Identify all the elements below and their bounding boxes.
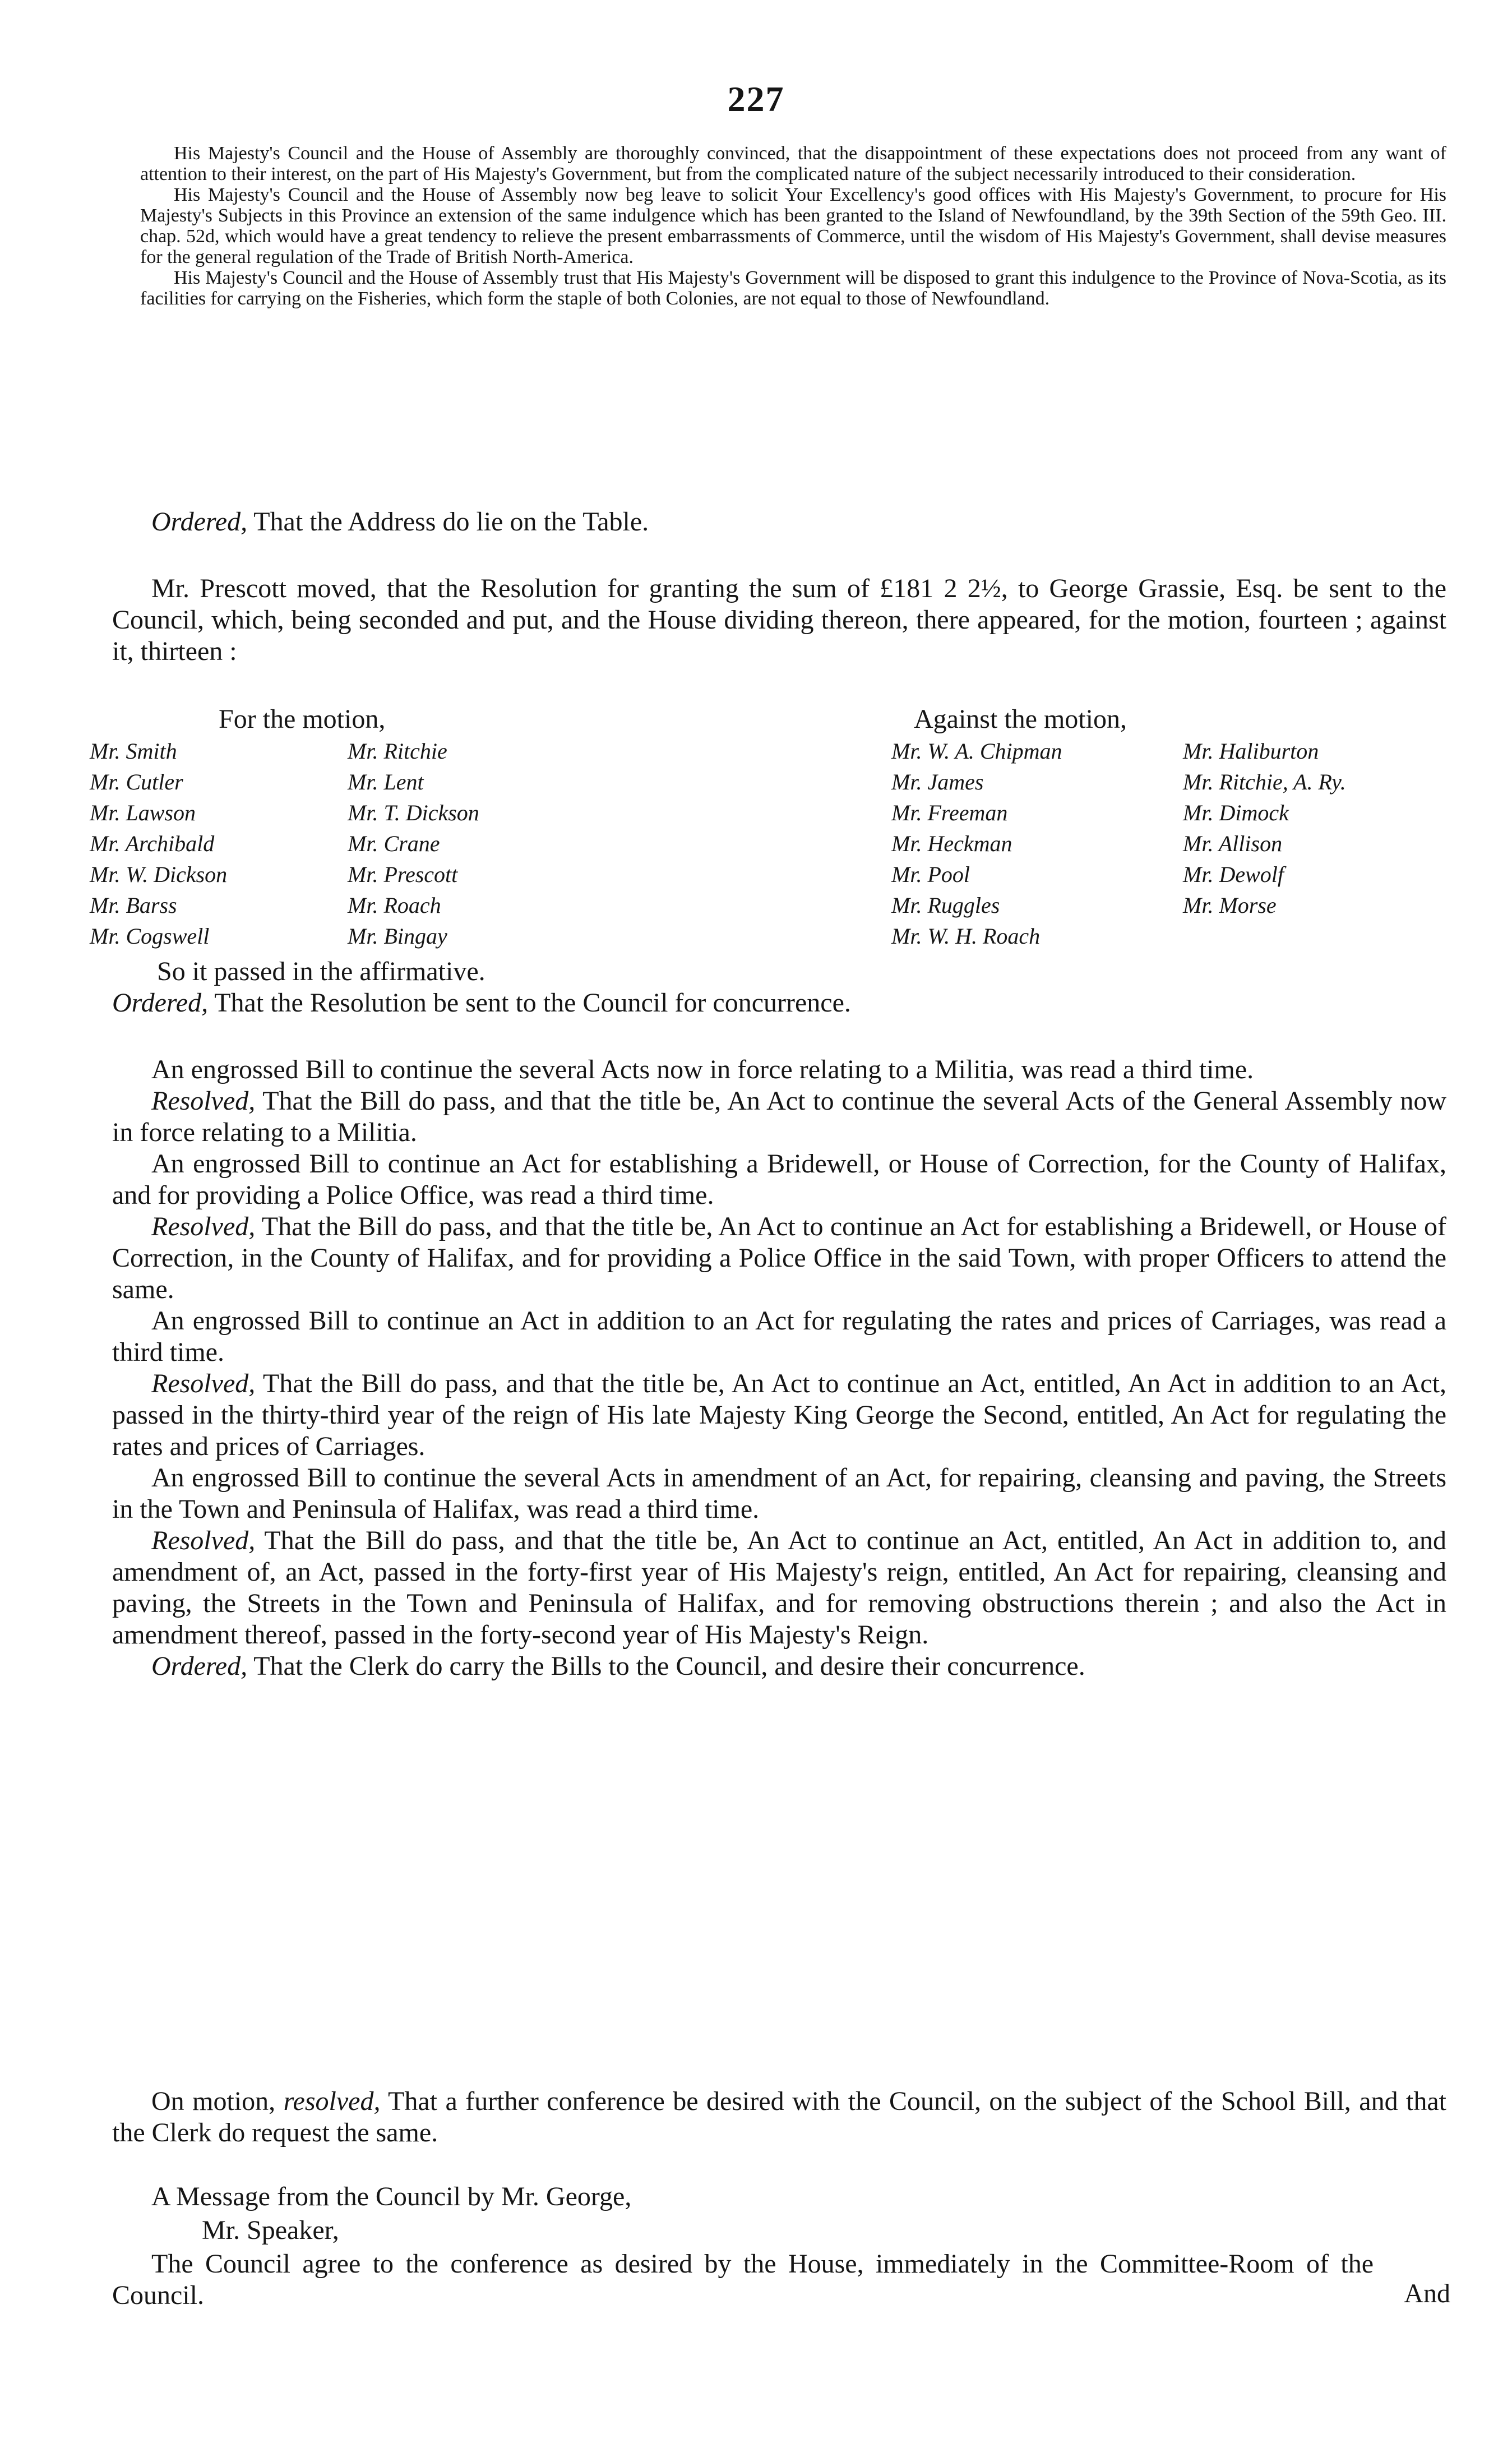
vote-name: Mr. Dimock [1183,800,1289,825]
ordered-text: That the Resolution be sent to the Council for concurrence. [208,988,851,1018]
message-body-block [112,2248,1374,2311]
resolved-label: resolved, [283,2086,381,2116]
vote-name: Mr. T. Dickson [348,800,479,825]
resolved-text: That the Bill do pass, and that the title be, An Act to continue the several Acts of the General Assembly now in force relating to a Militia. [112,1086,1446,1147]
prescott-motion-block [112,573,1446,667]
resolved-text: That the Bill do pass, and that the title be, An Act to continue an Act, entitled, An Act in addition to an Act, passed in the thirty-third year of the reign of His late Majesty King George the Second, entitled, An Act for regulating the rates and prices of Carriages. [112,1369,1446,1461]
against-heading: Against the motion, [914,704,1127,734]
school-motion-text: That a further conference be desired with the Council, on the subject of the School Bill, and that the Clerk do request the same. [112,2086,1447,2148]
resolved-text: That the Bill do pass, and that the title be, An Act to continue an Act for establishing a Bridewell, or House of Correction, in the County of Halifax, and for providing a Police Office in the said Town, with proper Officers to attend the same. [112,1212,1446,1304]
militia-bill: An engrossed Bill to continue the several Acts now in force relating to a Militia, was read a third time. [151,1055,1254,1084]
vote-name: Mr. Ritchie, A. Ry. [1183,769,1346,795]
vote-name: Mr. Haliburton [1183,738,1319,764]
passed-text: So it passed in the affirmative. [157,957,485,986]
vote-name: Mr. Freeman [891,800,1008,825]
prescott-motion: Mr. Prescott moved, that the Resolution for granting the sum of £181 2 2½, to George Grassie, Esq. be sent to the Council, which, being seconded and put, and the House dividing thereon, there appeared, for the motion, fourteen ; against it, thirteen : [112,574,1446,666]
vote-name: Mr. W. A. Chipman [891,738,1062,764]
address-paragraph: His Majesty's Council and the House of Assembly are thoroughly convinced, that the disappointment of these expectations does not proceed from any want of attention to their interest, on the part of His Majesty's Government, but from the complicated nature of the subject necessarily introduced to their consideration. [140,143,1446,184]
ordered-text: That the Address do lie on the Table. [247,507,649,537]
vote-name: Mr. Morse [1183,893,1277,918]
vote-name: Mr. James [891,769,984,795]
vote-name: Mr. Cutler [90,769,183,795]
ordered-label: Ordered, [151,507,248,537]
vote-name: Mr. Cogswell [90,923,210,949]
resolved-label: Resolved, [151,1212,256,1241]
for-names-col1 [90,736,227,952]
address-text [140,143,1446,309]
ordered-table-block [112,506,1446,538]
vote-name: Mr. W. H. Roach [891,923,1041,949]
message-body: The Council agree to the conference as desired by the House, immediately in the Committee-Room of the Council. [112,2249,1374,2310]
passed-block [112,956,1446,1019]
vote-name: Mr. Lent [348,769,424,795]
resolved-label: Resolved, [151,1526,256,1555]
vote-name: Mr. Ruggles [891,893,1000,918]
page-number: 227 [727,79,785,119]
vote-name: Mr. Ritchie [348,738,447,764]
school-motion-before: On motion, [151,2086,284,2116]
streets-bill: An engrossed Bill to continue the several Acts in amendment of an Act, for repairing, cleansing and paving, the Streets in the Town and Peninsula of Halifax, was read a third time. [112,1463,1446,1524]
against-names-col1 [891,736,1062,952]
against-names-col2 [1183,736,1346,921]
message-intro: A Message from the Council by Mr. George, [151,2182,632,2211]
ordered-label: Ordered, [151,1651,248,1681]
ordered-text: That the Clerk do carry the Bills to the Council, and desire their concurrence. [247,1651,1085,1681]
vote-name: Mr. Smith [90,738,177,764]
carriages-bill: An engrossed Bill to continue an Act in addition to an Act for regulating the rates and prices of Carriages, was read a third time. [112,1306,1446,1367]
vote-name: Mr. W. Dickson [90,862,228,887]
ordered-label: Ordered, [112,988,209,1018]
catchword: And [1404,2279,1450,2308]
vote-name: Mr. Lawson [90,800,196,825]
resolved-text: That the Bill do pass, and that the title be, An Act to continue an Act, entitled, An Act in addition to, and amendment of, an Act, passed in the forty-first year of His Majesty's reign, entitled, An Act for repairing, cleansing and paving, the Streets in the Town and Peninsula of Halifax, and for removing obstructions therein ; and also the Act in amendment thereof, passed in the forty-second year of His Majesty's Reign. [112,1526,1446,1650]
message-speaker: Mr. Speaker, [202,2215,339,2245]
vote-name: Mr. Pool [891,862,970,887]
bills-block [112,1054,1446,1682]
vote-name: Mr. Prescott [348,862,458,887]
vote-name: Mr. Allison [1183,831,1283,856]
resolved-label: Resolved, [151,1086,256,1116]
resolved-label: Resolved, [151,1369,256,1398]
vote-name: Mr. Dewolf [1183,862,1284,887]
vote-name: Mr. Bingay [348,923,447,949]
bridewell-bill: An engrossed Bill to continue an Act for establishing a Bridewell, or House of Correction, for the County of Halifax, and for providing a Police Office, was read a third time. [112,1149,1446,1210]
vote-name: Mr. Barss [90,893,177,918]
address-paragraph: His Majesty's Council and the House of Assembly trust that His Majesty's Government will be disposed to grant this indulgence to the Province of Nova-Scotia, as its facilities for carrying on the Fisheries, which form the staple of both Colonies, are not equal to those of Newfoundland. [140,267,1446,309]
school-motion-block [112,2086,1446,2149]
vote-name: Mr. Archibald [90,831,215,856]
vote-name: Mr. Crane [348,831,440,856]
for-heading: For the motion, [219,704,386,734]
address-paragraph: His Majesty's Council and the House of Assembly now beg leave to solicit Your Excellency's good offices with His Majesty's Government, to procure for His Majesty's Subjects in this Province an extension of the same indulgence which has been granted to the Island of Newfoundland, by the 39th Section of the 59th Geo. III. chap. 52d, which would have a great tendency to relieve the present embarrassments of Commerce, until the wisdom of His Majesty's Government, shall devise measures for the general regulation of the Trade of British North-America. [140,184,1446,267]
vote-name: Mr. Heckman [891,831,1012,856]
for-names-col2 [348,736,479,952]
vote-name: Mr. Roach [348,893,441,918]
message-block [112,2181,1446,2213]
